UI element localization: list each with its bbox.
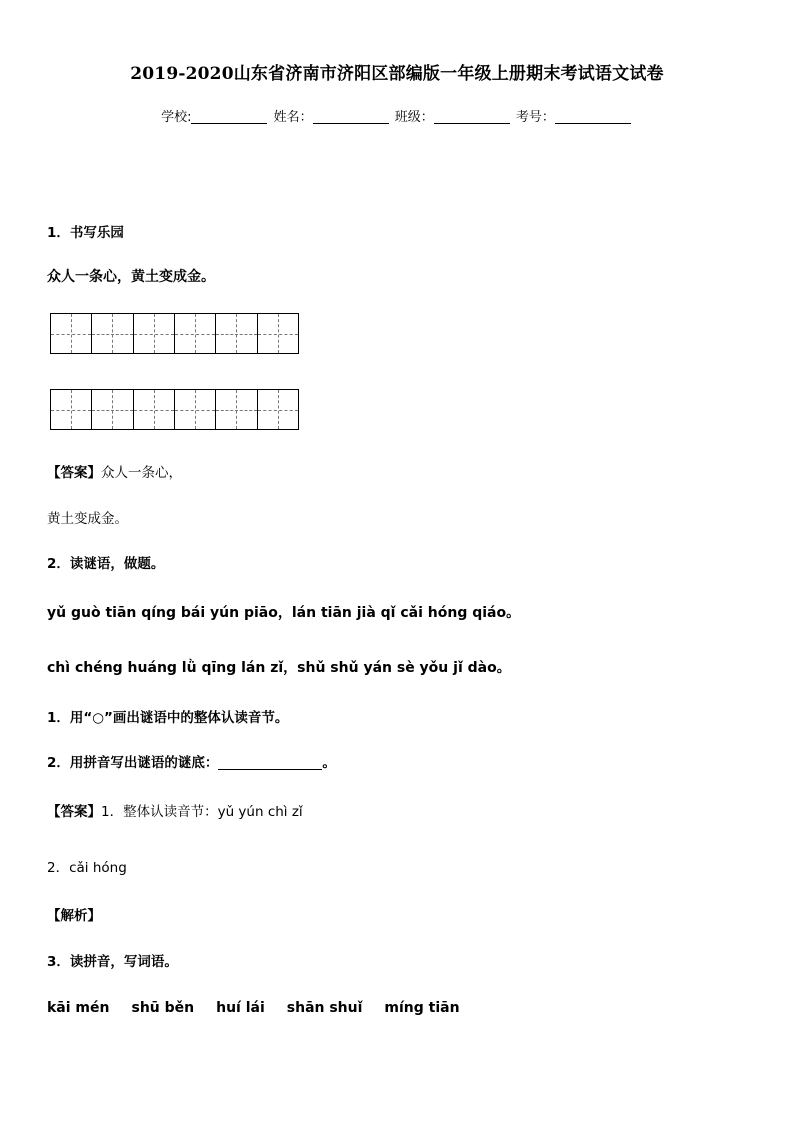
grid-cell[interactable] — [258, 390, 298, 429]
grid-cell[interactable] — [51, 390, 92, 429]
question-1-prompt: 众人一条心，黄土变成金。 — [47, 269, 215, 285]
sub-2-text: 2．用拼音写出谜语的谜底： — [47, 755, 219, 771]
grid-cell[interactable] — [134, 390, 175, 429]
grid-cell[interactable] — [175, 314, 216, 353]
question-1-answer — [47, 461, 182, 481]
grid-cell[interactable] — [175, 390, 216, 429]
school-label: 学校: — [161, 110, 192, 125]
answer-text: 众人一条心， — [101, 465, 182, 481]
pinyin-word: shān shuǐ — [286, 1000, 363, 1016]
question-1-title: 1．书写乐园 — [47, 225, 124, 241]
analysis-tag: 【解析】 — [47, 908, 101, 924]
student-info-row — [0, 106, 794, 125]
question-2-title: 2．读谜语，做题。 — [47, 556, 165, 572]
grid-cell[interactable] — [134, 314, 175, 353]
grid-cell[interactable] — [216, 314, 257, 353]
sub-2-end: 。 — [322, 755, 336, 771]
pinyin-word: míng tiān — [384, 1000, 460, 1016]
class-blank[interactable] — [434, 109, 510, 124]
pinyin-word: shū běn — [131, 1000, 195, 1016]
writing-grid-2[interactable] — [50, 389, 299, 430]
grid-cell[interactable] — [92, 314, 133, 353]
grid-cell[interactable] — [92, 390, 133, 429]
question-2-sub-1: 1．用“○”画出谜语中的整体认读音节。 — [47, 710, 289, 726]
exam-number-label: 考号： — [515, 110, 555, 125]
question-2-answer-2: 2．cǎi hóng — [47, 860, 127, 876]
question-2-answer — [47, 800, 303, 820]
answer-text: 1．整体认读音节：yǔ yún chì zǐ — [101, 804, 303, 820]
riddle-answer-blank[interactable] — [218, 755, 322, 770]
answer-tag: 【答案】 — [47, 465, 101, 481]
name-blank[interactable] — [313, 109, 389, 124]
pinyin-word-list — [47, 1000, 482, 1016]
name-label: 姓名： — [273, 110, 313, 125]
writing-grid-1[interactable] — [50, 313, 299, 354]
grid-cell[interactable] — [258, 314, 298, 353]
question-1-answer-line2: 黄土变成金。 — [47, 511, 128, 527]
question-2-sub-2 — [47, 751, 336, 771]
grid-cell[interactable] — [51, 314, 92, 353]
riddle-line-2: chì chéng huáng lǜ qīng lán zǐ，shǔ shǔ yán sè yǒu jǐ dào。 — [47, 660, 511, 676]
exam-number-blank[interactable] — [555, 109, 631, 124]
class-label: 班级： — [394, 110, 434, 125]
pinyin-word: kāi mén — [47, 1000, 110, 1016]
question-3-title: 3．读拼音，写词语。 — [47, 954, 178, 970]
riddle-line-1: yǔ guò tiān qíng bái yún piāo，lán tiān jià qǐ cǎi hóng qiáo。 — [47, 605, 521, 621]
grid-cell[interactable] — [216, 390, 257, 429]
school-blank[interactable] — [191, 109, 267, 124]
pinyin-word: huí lái — [216, 1000, 265, 1016]
page-title: 2019-2020山东省济南市济阳区部编版一年级上册期末考试语文试卷 — [130, 64, 664, 84]
answer-tag: 【答案】 — [47, 804, 101, 820]
